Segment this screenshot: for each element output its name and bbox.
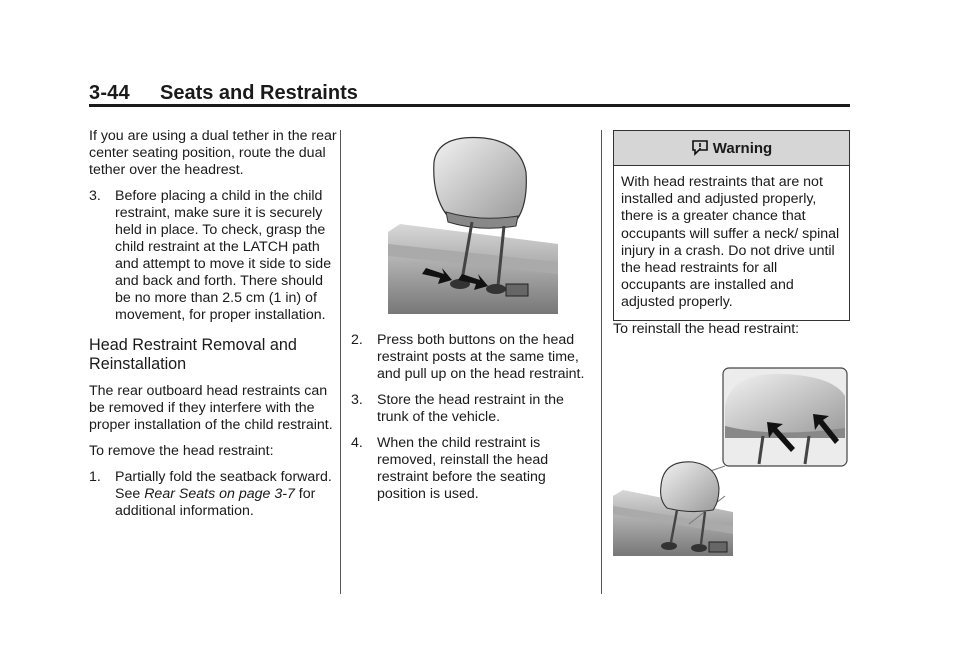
list-item-step-3-store <box>351 392 591 426</box>
step-number: 2. <box>351 332 363 348</box>
step-number: 3. <box>351 392 363 408</box>
remove-lead: To remove the head restraint: <box>89 443 274 459</box>
warning-text: With head restraints that are not installed and adjusted properly, there is a greater chance that occupants will suffer a neck/ spinal injury in a crash. Do not drive until the head restraints for all occupants are installed and adjusted properly. <box>621 174 840 311</box>
column-left <box>89 128 337 520</box>
step-number: 4. <box>351 435 363 451</box>
list-item-step-3 <box>89 188 337 324</box>
step-text: Partially fold the seatback forward. See Rear Seats on page 3-7 for additional information. <box>115 469 332 519</box>
list-item-step-1 <box>89 469 337 520</box>
warning-box <box>613 130 850 321</box>
intro-paragraph: The rear outboard head restraints can be removed if they interfere with the proper installation of the child restraint. <box>89 383 333 433</box>
warning-header <box>614 131 849 166</box>
warning-speech-bubble-icon <box>691 139 709 157</box>
warning-title: Warning <box>712 139 773 157</box>
list-item-step-2 <box>351 332 591 383</box>
list-item-step-4 <box>351 435 591 503</box>
head-restraint-reinstall-illustration <box>613 366 849 556</box>
step-number: 1. <box>89 469 101 485</box>
column-right <box>613 130 850 338</box>
head-restraint-removal-illustration <box>388 132 558 314</box>
header-rule <box>89 104 850 107</box>
column-divider <box>340 130 341 594</box>
dual-tether-note: If you are using a dual tether in the rear center seating position, route the dual tether over the headrest. <box>89 128 337 178</box>
step-text: Press both buttons on the head restraint posts at the same time, and pull up on the head restraint. <box>377 332 585 382</box>
cross-reference-link[interactable]: Rear Seats on page 3-7 <box>144 486 295 502</box>
page-number: 3-44 <box>89 82 130 104</box>
step-text: Store the head restraint in the trunk of the vehicle. <box>377 392 564 425</box>
step-text: When the child restraint is removed, reinstall the head restraint before the seating position is used. <box>377 435 549 502</box>
step-text: Before placing a child in the child restraint, make sure it is securely held in place. To check, grasp the child restraint at the LATCH path and attempt to move it side to side and back and forth. There should be no more than 2.5 cm (1 in) of movement, for proper installation. <box>115 188 332 323</box>
subsection-heading: Head Restraint Removal and Reinstallation <box>89 336 297 373</box>
reinstall-lead: To reinstall the head restraint: <box>613 320 800 337</box>
section-title: Seats and Restraints <box>160 82 358 104</box>
step-number: 3. <box>89 188 101 204</box>
column-middle <box>351 332 591 503</box>
column-divider <box>601 130 602 594</box>
